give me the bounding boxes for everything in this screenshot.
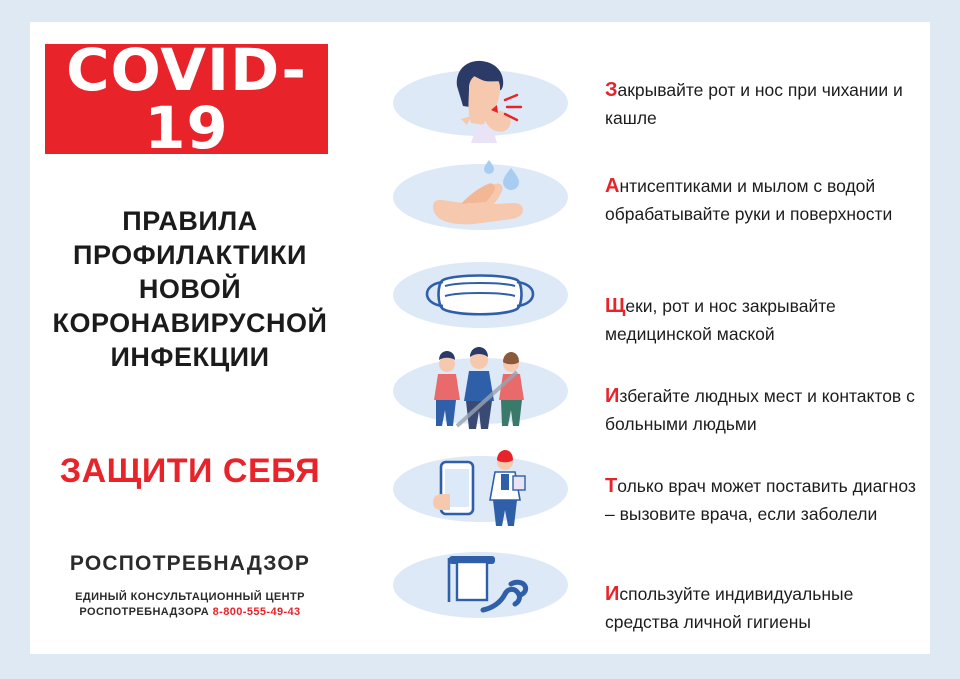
hand-wash-drop-icon [365, 144, 595, 244]
rule-capital: А [605, 175, 620, 197]
covid19-logo-label: COVID-19 [66, 36, 307, 162]
consultation-center-info [40, 590, 340, 620]
poster-left-column [30, 22, 360, 654]
rule-text: збегайте людных мест и контактов с больными людьми [605, 386, 915, 434]
icon-cell-4 [365, 338, 595, 438]
page-title: ПРАВИЛА ПРОФИЛАКТИКИ НОВОЙ КОРОНАВИРУСНОЙ ИНФЕКЦИИ [52, 206, 328, 372]
icon-cell-1 [365, 50, 595, 150]
icon-cell-6 [365, 532, 595, 632]
rule-item [605, 580, 925, 636]
covid19-logo-box [45, 36, 328, 162]
rule-text: спользуйте индивидуальные средства личной гигиены [605, 584, 854, 632]
icon-cell-5 [365, 436, 595, 536]
avoid-crowd-icon [365, 338, 595, 438]
rule-text: олько врач может поставить диагноз – вызовите врача, если заболели [605, 476, 916, 524]
rule-capital: И [605, 583, 620, 605]
rule-text: еки, рот и нос закрывайте медицинской маской [605, 296, 836, 344]
icon-cell-2 [365, 144, 595, 244]
personal-hygiene-icon [365, 532, 595, 632]
medical-mask-icon [365, 242, 595, 342]
rule-capital: И [605, 385, 620, 407]
rule-item [605, 76, 925, 132]
rule-capital: Щ [605, 295, 626, 317]
rule-item [605, 172, 925, 228]
hotline-phone: 8-800-555-49-43 [212, 606, 301, 618]
consultation-center-line2: РОСПОТРЕБНАДЗОРА 8-800-555-49-43 [79, 606, 301, 618]
rule-capital: З [605, 79, 618, 101]
icon-cell-3 [365, 242, 595, 342]
rule-text: нтисептиками и мылом с водой обрабатывайте руки и поверхности [605, 176, 893, 224]
organization-name: РОСПОТРЕБНАДЗОР [69, 552, 311, 575]
consultation-center-line1: ЕДИНЫЙ КОНСУЛЬТАЦИОННЫЙ ЦЕНТР [75, 591, 305, 603]
poster-slogan: ЗАЩИТИ СЕБЯ [59, 452, 321, 490]
rule-item [605, 292, 925, 348]
rule-text: акрывайте рот и нос при чихании и кашле [605, 80, 903, 128]
icon-column [365, 40, 595, 640]
rule-item [605, 472, 925, 528]
sneeze-cover-icon [365, 50, 595, 150]
rule-item [605, 382, 925, 438]
rule-capital: Т [605, 475, 618, 497]
call-doctor-icon [365, 436, 595, 536]
prevention-poster [30, 22, 930, 654]
